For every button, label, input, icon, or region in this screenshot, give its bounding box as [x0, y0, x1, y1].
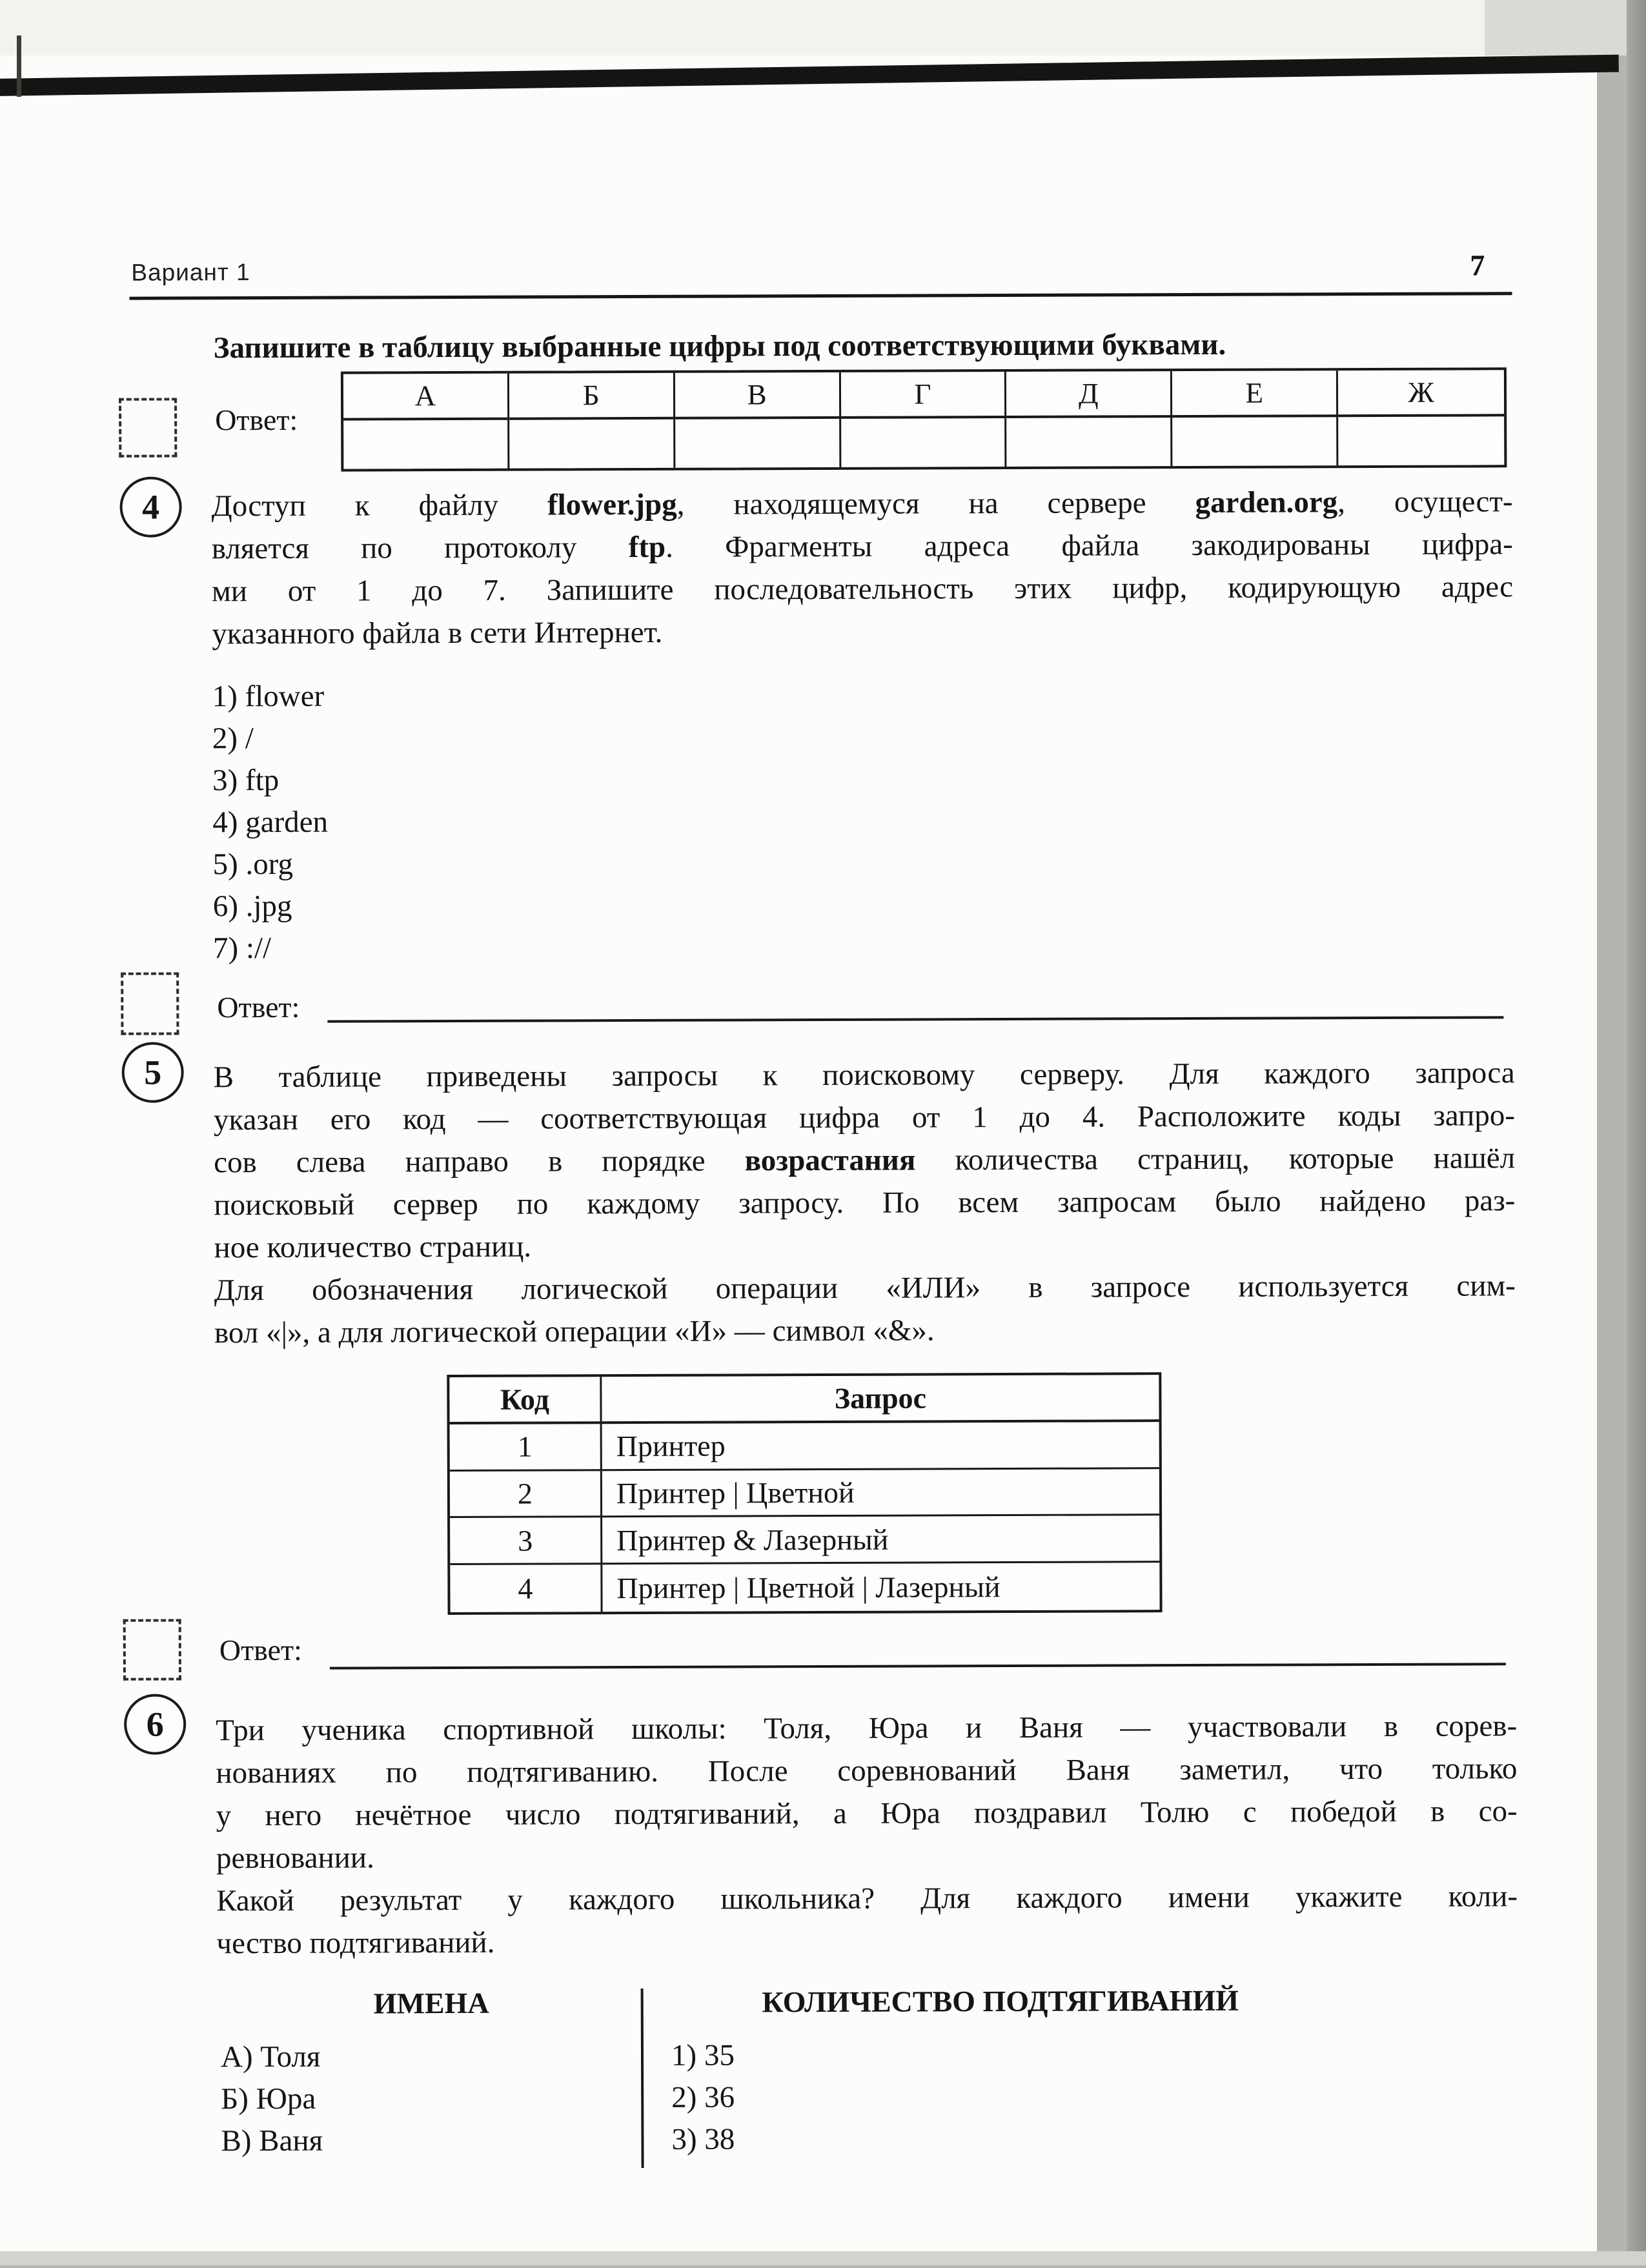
text-line	[214, 1264, 1516, 1311]
text-line	[216, 1790, 1518, 1837]
text-line	[216, 1832, 1518, 1879]
text-line	[216, 1875, 1518, 1922]
question-number-badge: 4	[119, 476, 181, 537]
text-run: нованиях по подтягиванию. После соревнований Ваня заметил, что только	[216, 1752, 1518, 1790]
text-line	[216, 1918, 1518, 1965]
text-run: ми от 1 до 7. Запишите последовательность этих цифр, кодирующую адрес	[211, 570, 1514, 609]
query-cell: Принтер & Лазерный	[602, 1516, 1159, 1565]
text-run: поисковый сервер по каждому запросу. По всем запросам было найдено раз-	[214, 1184, 1516, 1222]
answer-write-in-cell	[841, 418, 1007, 467]
text-run: указанного файла в сети Интернет.	[212, 615, 663, 651]
text-run: . Фрагменты адреса файла закодированы цифра-	[666, 527, 1513, 564]
answer-write-in-cell	[675, 419, 841, 468]
answer-write-in-cell	[1338, 416, 1504, 465]
bold-term: flower.jpg	[547, 487, 677, 522]
bold-term: garden.org	[1195, 485, 1338, 520]
code-cell: 2	[450, 1471, 602, 1519]
code-cell: 4	[450, 1564, 602, 1612]
text-line	[214, 1094, 1515, 1141]
table-header-cell: Код	[449, 1377, 602, 1424]
option-line: 5) .org	[212, 847, 294, 882]
value-row: 1) 35	[671, 2038, 735, 2072]
option-line: 2) /	[212, 722, 254, 756]
answer-write-in-cell	[1172, 417, 1338, 466]
answer-label: Ответ:	[219, 1633, 302, 1667]
text-run: Три ученика спортивной школы: Толя, Юра и Ваня — участвовали в сорев-	[216, 1709, 1518, 1748]
code-cell: 1	[450, 1424, 602, 1472]
text-run: Доступ к файлу	[211, 488, 548, 523]
answer-write-in-cell	[1007, 418, 1173, 467]
name-row: В) Ваня	[221, 2123, 323, 2158]
answer-column-letter: А	[343, 374, 509, 421]
lettered-answer-table	[341, 367, 1507, 471]
option-line: 7) ://	[212, 931, 272, 966]
text-run: сов слева направо в порядке	[214, 1144, 745, 1180]
matching-instruction: Запишите в таблицу выбранные цифры под соответствующими буквами.	[213, 327, 1226, 365]
text-run: ревновании.	[216, 1841, 374, 1876]
text-run: указан его код — соответствующая цифра от 1 до 4. Расположите коды запро-	[213, 1099, 1516, 1137]
names-column	[221, 2035, 609, 2162]
text-line	[212, 565, 1513, 613]
bold-term: возрастания	[744, 1143, 916, 1178]
question-6-text	[216, 1705, 1518, 1965]
text-run: В таблице приведены запросы к поисковому серверу. Для каждого запроса	[213, 1056, 1515, 1095]
bold-term: ftp	[628, 530, 666, 565]
code-cell: 3	[450, 1518, 602, 1566]
text-line	[216, 1705, 1517, 1752]
option-line: 1) flower	[212, 679, 325, 714]
text-line	[216, 1747, 1517, 1794]
option-line: 6) .jpg	[212, 889, 292, 924]
text-run: , находящемуся на сервере	[676, 485, 1195, 521]
text-run: у него нечётное число подтягиваний, а Юра поздравил Толю с победой в со-	[216, 1794, 1518, 1833]
pullups-column-header: КОЛИЧЕСТВО ПОДТЯГИВАНИЙ	[762, 1983, 1239, 2019]
name-row: А) Толя	[220, 2040, 321, 2074]
query-cell: Принтер | Цветной	[602, 1469, 1159, 1518]
option-line: 3) ftp	[212, 763, 279, 798]
text-run: чество подтягиваний.	[216, 1925, 495, 1961]
text-line	[214, 1051, 1515, 1099]
text-run: Какой результат у каждого школьника? Для каждого имени укажите коли-	[216, 1879, 1518, 1918]
text-line	[214, 1222, 1516, 1269]
answer-column-letter: Д	[1006, 371, 1172, 418]
question-4-text	[211, 480, 1513, 655]
header-rule	[129, 292, 1512, 299]
query-cell: Принтер	[602, 1422, 1159, 1471]
answer-column-letter: Г	[840, 372, 1006, 419]
option-line: 4) garden	[212, 805, 329, 840]
answer-write-in-cell	[343, 420, 509, 469]
answer-label: Ответ:	[215, 403, 298, 437]
pullups-column	[671, 2033, 1188, 2161]
text-line	[212, 523, 1513, 570]
page-number: 7	[1470, 248, 1485, 282]
question-4-options	[212, 676, 329, 970]
score-box	[121, 972, 179, 1035]
text-line	[214, 1137, 1515, 1184]
text-run: Для обозначения логической операции «ИЛИ» в запросе используется сим-	[214, 1269, 1516, 1308]
score-box	[123, 1619, 181, 1680]
text-line	[214, 1179, 1515, 1226]
table-header-cell: Запрос	[602, 1375, 1159, 1424]
text-line	[211, 480, 1512, 527]
answer-column-letter: Б	[509, 373, 675, 420]
variant-header: Вариант 1	[131, 259, 250, 286]
names-column-header: ИМЕНА	[373, 1986, 489, 2020]
text-run: ное количество страниц.	[214, 1230, 532, 1265]
name-row: Б) Юра	[221, 2081, 316, 2116]
answer-column-letter: Ж	[1338, 370, 1504, 417]
question-number-badge: 6	[124, 1694, 186, 1754]
text-run: вол «|», а для логической операции «И» — символ «&».	[214, 1313, 935, 1350]
question-number-badge: 5	[122, 1042, 184, 1102]
score-box	[119, 398, 177, 457]
answer-column-letter: В	[675, 372, 841, 420]
question-5-text	[214, 1051, 1516, 1354]
answer-label: Ответ:	[217, 990, 300, 1024]
text-run: количества страниц, которые нашёл	[915, 1141, 1516, 1177]
text-run: , осущест-	[1337, 485, 1513, 520]
value-row: 3) 38	[671, 2122, 735, 2156]
value-row: 2) 36	[671, 2080, 735, 2114]
answer-column-letter: Е	[1172, 370, 1338, 418]
answer-write-in-cell	[509, 420, 675, 469]
query-cell: Принтер | Цветной | Лазерный	[616, 1570, 1001, 1605]
text-line	[212, 608, 1513, 655]
text-line	[214, 1307, 1516, 1354]
answer-blank-line	[330, 1663, 1506, 1669]
text-run: вляется по протоколу	[211, 531, 629, 566]
query-code-table	[447, 1372, 1162, 1615]
answer-blank-line	[327, 1016, 1503, 1022]
